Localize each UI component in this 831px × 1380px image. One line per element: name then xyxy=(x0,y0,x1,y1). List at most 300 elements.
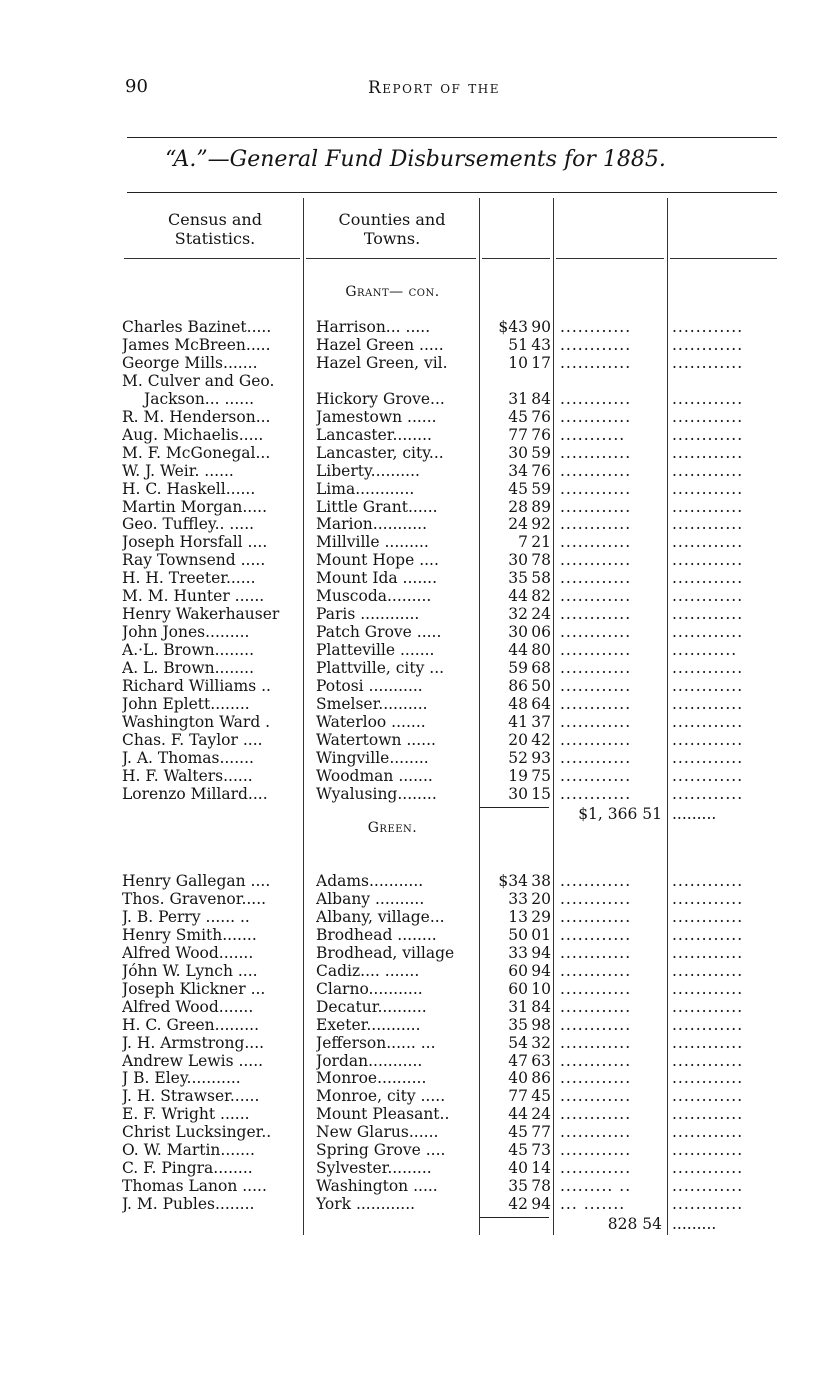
leader-dots: ............ xyxy=(672,961,744,980)
table-row xyxy=(0,336,831,354)
column-header-counties: Counties and Towns. xyxy=(338,210,446,248)
amount-cents: 76 xyxy=(531,461,551,480)
amount-cents: 43 xyxy=(531,335,551,354)
amount-cents: 45 xyxy=(531,1087,551,1106)
table-row xyxy=(0,533,831,551)
leader-dots: ............ xyxy=(560,497,632,516)
town-name: Paris ............ xyxy=(316,605,420,624)
amount-dollars: 44 xyxy=(508,1105,528,1124)
town-name: Hickory Grove... xyxy=(316,389,445,408)
county-heading: Grant— con. xyxy=(345,284,440,300)
leader-dots: ............ xyxy=(560,730,632,749)
leader-dots: ............ xyxy=(560,407,632,426)
amount-cents: 14 xyxy=(531,1159,551,1178)
town-name: New Glarus...... xyxy=(316,1123,439,1142)
table-row xyxy=(0,569,831,587)
enumerator-name: Thos. Gravenor..... xyxy=(122,889,267,908)
leader-dots: ............ xyxy=(672,979,744,998)
amount-dollars: 34 xyxy=(508,461,528,480)
town-name: Mount Pleasant.. xyxy=(316,1105,450,1124)
leader-dots: ............ xyxy=(672,1177,744,1196)
amount-dollars: 45 xyxy=(508,1141,528,1160)
table-row xyxy=(0,641,831,659)
town-name: York ............ xyxy=(316,1195,416,1214)
leader-dots: ............ xyxy=(672,925,744,944)
table-row xyxy=(0,623,831,641)
column-rule xyxy=(479,198,480,1235)
amount-dollars: 13 xyxy=(508,907,528,926)
amount-dollars: 44 xyxy=(508,641,528,660)
town-name: Spring Grove .... xyxy=(316,1141,446,1160)
table-title: “A.”—General Fund Disbursements for 1885. xyxy=(165,147,666,172)
leader-dots: ............ xyxy=(560,677,632,695)
table-row xyxy=(0,659,831,677)
leader-dots: ............ xyxy=(672,425,744,444)
leader-dots: ............ xyxy=(560,659,632,678)
amount-cents: 94 xyxy=(531,943,551,962)
enumerator-name: O. W. Martin....... xyxy=(122,1141,255,1160)
table-row xyxy=(0,1177,831,1195)
leader-dots: ............ xyxy=(672,1159,744,1178)
enumerator-name: H. H. Treeter...... xyxy=(122,569,256,588)
enumerator-name: R. M. Henderson... xyxy=(122,407,271,426)
enumerator-name: Chas. F. Taylor .... xyxy=(122,730,263,749)
leader-dots: ......... xyxy=(672,804,717,823)
amount-cents: 58 xyxy=(531,569,551,588)
town-name: Hazel Green, vil. xyxy=(316,353,448,372)
table-row xyxy=(0,498,831,516)
leader-dots: ......... .. xyxy=(560,1177,632,1196)
table-row xyxy=(0,785,831,803)
leader-dots: ............ xyxy=(672,1123,744,1142)
leader-dots: ........... xyxy=(672,641,738,660)
amount-cents: 63 xyxy=(531,1051,551,1070)
table-row xyxy=(0,1195,831,1213)
leader-dots: ............ xyxy=(560,694,632,713)
table-row xyxy=(0,1123,831,1141)
enumerator-name: John Eplett........ xyxy=(122,694,250,713)
leader-dots: ............ xyxy=(672,515,744,534)
column-header-census: Census and Statistics. xyxy=(168,210,262,248)
amount-cents: 78 xyxy=(531,1177,551,1196)
amount-cents: 82 xyxy=(531,587,551,606)
town-name: Albany, village... xyxy=(316,907,445,926)
table-row xyxy=(0,480,831,498)
enumerator-name: Richard Williams .. xyxy=(122,677,271,695)
enumerator-name: Ray Townsend ..... xyxy=(122,551,266,570)
town-name: Monroe.......... xyxy=(316,1069,427,1088)
amount-dollars: 47 xyxy=(508,1051,528,1070)
enumerator-name: Joseph Horsfall .... xyxy=(122,533,268,552)
table-row xyxy=(0,944,831,962)
amount-cents: 29 xyxy=(531,907,551,926)
town-name: Mount Ida ....... xyxy=(316,569,438,588)
town-name: Lancaster, city... xyxy=(316,443,444,462)
table-row xyxy=(0,713,831,731)
leader-dots: ............ xyxy=(672,587,744,606)
header-rule xyxy=(670,258,777,259)
leader-dots: ............ xyxy=(672,1105,744,1124)
town-name: Lancaster........ xyxy=(316,425,432,444)
leader-dots: ............ xyxy=(672,1051,744,1070)
column-rule xyxy=(667,198,668,1235)
enumerator-name: Thomas Lanon ..... xyxy=(122,1177,267,1196)
table-row xyxy=(0,515,831,533)
amount-cents: 42 xyxy=(531,730,551,749)
amount-cents: 84 xyxy=(531,389,551,408)
town-name: Lima............ xyxy=(316,479,415,498)
enumerator-name: W. J. Weir. ...... xyxy=(122,461,234,480)
town-name: Clarno........... xyxy=(316,979,423,998)
town-name: Woodman ....... xyxy=(316,766,433,785)
leader-dots: ............ xyxy=(672,479,744,498)
town-name: Harrison... ..... xyxy=(316,318,431,336)
amount-cents: 68 xyxy=(531,659,551,678)
amount-cents: 86 xyxy=(531,1069,551,1088)
leader-dots: ............ xyxy=(672,605,744,624)
amount-dollars: 60 xyxy=(508,961,528,980)
enumerator-name: Christ Lucksinger.. xyxy=(122,1123,272,1142)
town-name: Watertown ...... xyxy=(316,730,436,749)
amount-dollars: 77 xyxy=(508,425,528,444)
amount-dollars: 51 xyxy=(508,335,528,354)
leader-dots: ............ xyxy=(672,659,744,678)
leader-dots: ............ xyxy=(672,872,744,890)
amount-dollars: 20 xyxy=(508,730,528,749)
town-name: Plattville, city ... xyxy=(316,659,445,678)
leader-dots: ............ xyxy=(672,353,744,372)
amount-dollars: 40 xyxy=(508,1069,528,1088)
amount-dollars: $43 xyxy=(498,318,528,336)
amount-dollars: 44 xyxy=(508,587,528,606)
table-row xyxy=(0,908,831,926)
amount-dollars: 24 xyxy=(508,515,528,534)
leader-dots: ............ xyxy=(560,1015,632,1034)
table-row xyxy=(0,749,831,767)
town-name: Waterloo ....... xyxy=(316,712,426,731)
table-row xyxy=(0,372,831,390)
enumerator-name: Jackson... ...... xyxy=(144,389,255,408)
enumerator-name: Henry Smith....... xyxy=(122,925,257,944)
town-name: Cadiz.... ....... xyxy=(316,961,420,980)
leader-dots: ............ xyxy=(560,569,632,588)
amount-dollars: 30 xyxy=(508,623,528,642)
table-row xyxy=(0,1087,831,1105)
amount-cents: 93 xyxy=(531,748,551,767)
town-name: Millville ......... xyxy=(316,533,429,552)
town-name: Wyalusing........ xyxy=(316,784,437,803)
town-name: Sylvester......... xyxy=(316,1159,432,1178)
town-name: Jamestown ...... xyxy=(316,407,437,426)
amount-cents: 80 xyxy=(531,641,551,660)
leader-dots: ............ xyxy=(672,748,744,767)
table-row xyxy=(0,1016,831,1034)
amount-dollars: 86 xyxy=(508,677,528,695)
amount-cents: 94 xyxy=(531,1195,551,1214)
column-rule xyxy=(303,198,304,1235)
leader-dots: ............ xyxy=(672,784,744,803)
amount-dollars: 60 xyxy=(508,979,528,998)
amount-dollars: 33 xyxy=(508,889,528,908)
leader-dots: ............ xyxy=(672,443,744,462)
amount-dollars: 40 xyxy=(508,1159,528,1178)
table-row xyxy=(0,998,831,1016)
amount-cents: 84 xyxy=(531,997,551,1016)
header-rule xyxy=(124,258,300,259)
enumerator-name: J. H. Armstrong.... xyxy=(122,1033,265,1052)
table-row xyxy=(0,318,831,336)
table-row xyxy=(0,767,831,785)
town-name: Patch Grove ..... xyxy=(316,623,442,642)
table-row xyxy=(0,1034,831,1052)
amount-cents: 24 xyxy=(531,1105,551,1124)
table-row xyxy=(0,1141,831,1159)
leader-dots: ............ xyxy=(560,907,632,926)
leader-dots: ............ xyxy=(560,551,632,570)
enumerator-name: M. F. McGonegal... xyxy=(122,443,271,462)
leader-dots: ............ xyxy=(560,1141,632,1160)
leader-dots: ............ xyxy=(672,1069,744,1088)
leader-dots: ............ xyxy=(672,335,744,354)
amount-cents: 76 xyxy=(531,425,551,444)
top-rule xyxy=(127,137,777,138)
amount-dollars: 45 xyxy=(508,479,528,498)
amount-cents: 06 xyxy=(531,623,551,642)
enumerator-name: J. H. Strawser...... xyxy=(122,1087,260,1106)
enumerator-name: Aug. Michaelis..... xyxy=(122,425,264,444)
header-rule xyxy=(482,258,550,259)
table-row xyxy=(0,1069,831,1087)
table-row xyxy=(0,962,831,980)
amount-cents: 10 xyxy=(531,979,551,998)
leader-dots: ............ xyxy=(560,889,632,908)
amount-cents: 24 xyxy=(531,605,551,624)
amount-dollars: 28 xyxy=(508,497,528,516)
leader-dots: ............ xyxy=(560,1069,632,1088)
table-row xyxy=(0,354,831,372)
leader-dots: ............ xyxy=(560,997,632,1016)
town-name: Liberty.......... xyxy=(316,461,420,480)
amount-dollars: 59 xyxy=(508,659,528,678)
enumerator-name: George Mills....... xyxy=(122,353,258,372)
subtotal-rule xyxy=(479,807,549,808)
enumerator-name: Charles Bazinet..... xyxy=(122,318,272,336)
amount-cents: 89 xyxy=(531,497,551,516)
enumerator-name: H. C. Green......... xyxy=(122,1015,259,1034)
leader-dots: ............ xyxy=(560,712,632,731)
table-row xyxy=(0,408,831,426)
table-row xyxy=(0,890,831,908)
leader-dots: ............ xyxy=(560,872,632,890)
table-row xyxy=(0,551,831,569)
subtotal-rule xyxy=(479,1217,549,1218)
table-row xyxy=(0,444,831,462)
leader-dots: ............ xyxy=(560,335,632,354)
amount-dollars: 35 xyxy=(508,1177,528,1196)
leader-dots: ............ xyxy=(672,712,744,731)
leader-dots: ............ xyxy=(560,766,632,785)
town-name: Little Grant...... xyxy=(316,497,438,516)
table-row xyxy=(0,926,831,944)
leader-dots: ............ xyxy=(672,533,744,552)
enumerator-name: John Jones......... xyxy=(122,623,250,642)
town-name: Jefferson...... ... xyxy=(316,1033,436,1052)
enumerator-name: M. Culver and Geo. xyxy=(122,371,275,390)
enumerator-name: Lorenzo Millard.... xyxy=(122,784,268,803)
leader-dots: ............ xyxy=(560,479,632,498)
table-row xyxy=(0,872,831,890)
leader-dots: ............ xyxy=(560,515,632,534)
town-name: Exeter........... xyxy=(316,1015,421,1034)
enumerator-name: H. C. Haskell...... xyxy=(122,479,256,498)
table-row xyxy=(0,980,831,998)
leader-dots: ............ xyxy=(672,1033,744,1052)
leader-dots: ... ....... xyxy=(560,1195,626,1214)
leader-dots: ............ xyxy=(560,318,632,336)
amount-cents: 37 xyxy=(531,712,551,731)
amount-cents: 50 xyxy=(531,677,551,695)
enumerator-name: A. L. Brown........ xyxy=(122,659,254,678)
amount-cents: 59 xyxy=(531,479,551,498)
amount-cents: 21 xyxy=(531,533,551,552)
leader-dots: ............ xyxy=(560,1159,632,1178)
leader-dots: ............ xyxy=(560,353,632,372)
table-row xyxy=(0,426,831,444)
column-rule xyxy=(553,198,554,1235)
amount-cents: 98 xyxy=(531,1015,551,1034)
enumerator-name: Geo. Tuffley.. ..... xyxy=(122,515,255,534)
town-name: Wingville........ xyxy=(316,748,429,767)
amount-dollars: 30 xyxy=(508,443,528,462)
amount-cents: 77 xyxy=(531,1123,551,1142)
leader-dots: ............ xyxy=(560,587,632,606)
town-name: Adams........... xyxy=(316,872,424,890)
leader-dots: ............ xyxy=(560,748,632,767)
section-total: 828 54 xyxy=(607,1215,662,1234)
leader-dots: ......... xyxy=(672,1215,717,1234)
table-row xyxy=(0,695,831,713)
running-head: Report of the xyxy=(368,78,500,98)
section-total: $1, 366 51 xyxy=(578,804,662,823)
leader-dots: ............ xyxy=(672,569,744,588)
amount-cents: 64 xyxy=(531,694,551,713)
table-row xyxy=(0,390,831,408)
amount-dollars: 42 xyxy=(508,1195,528,1214)
leader-dots: ............ xyxy=(560,943,632,962)
enumerator-name: Henry Wakerhauser xyxy=(122,605,280,624)
page-number: 90 xyxy=(125,76,148,97)
town-name: Brodhead, village xyxy=(316,943,455,962)
amount-cents: 92 xyxy=(531,515,551,534)
town-name: Platteville ....... xyxy=(316,641,435,660)
amount-dollars: 45 xyxy=(508,407,528,426)
table-row xyxy=(0,731,831,749)
amount-dollars: 41 xyxy=(508,712,528,731)
leader-dots: ............ xyxy=(560,605,632,624)
table-row xyxy=(0,462,831,480)
amount-dollars: 10 xyxy=(508,353,528,372)
leader-dots: ............ xyxy=(672,997,744,1016)
amount-dollars: 33 xyxy=(508,943,528,962)
enumerator-name: J. A. Thomas....... xyxy=(122,748,254,767)
header-rule xyxy=(556,258,664,259)
enumerator-name: James McBreen..... xyxy=(122,335,271,354)
enumerator-name: Martin Morgan..... xyxy=(122,497,268,516)
leader-dots: ............ xyxy=(560,1051,632,1070)
table-row xyxy=(0,1159,831,1177)
town-name: Albany .......... xyxy=(316,889,425,908)
leader-dots: ............ xyxy=(560,443,632,462)
enumerator-name: Jóhn W. Lynch .... xyxy=(122,961,258,980)
leader-dots: ............ xyxy=(672,943,744,962)
town-name: Washington ..... xyxy=(316,1177,438,1196)
leader-dots: ............ xyxy=(672,497,744,516)
enumerator-name: Joseph Klickner ... xyxy=(122,979,266,998)
leader-dots: ............ xyxy=(672,318,744,336)
enumerator-name: Henry Gallegan .... xyxy=(122,872,271,890)
amount-cents: 90 xyxy=(531,318,551,336)
leader-dots: ............ xyxy=(560,641,632,660)
leader-dots: ............ xyxy=(560,1123,632,1142)
amount-dollars: 30 xyxy=(508,784,528,803)
amount-dollars: 52 xyxy=(508,748,528,767)
leader-dots: ............ xyxy=(672,623,744,642)
amount-cents: 32 xyxy=(531,1033,551,1052)
table-row xyxy=(0,1105,831,1123)
leader-dots: ............ xyxy=(560,461,632,480)
leader-dots: ............ xyxy=(560,1105,632,1124)
amount-dollars: 30 xyxy=(508,551,528,570)
leader-dots: ............ xyxy=(672,461,744,480)
leader-dots: ............ xyxy=(560,1033,632,1052)
leader-dots: ............ xyxy=(672,389,744,408)
enumerator-name: Alfred Wood....... xyxy=(122,997,254,1016)
leader-dots: ............ xyxy=(672,1195,744,1214)
amount-cents: 75 xyxy=(531,766,551,785)
amount-dollars: 35 xyxy=(508,569,528,588)
town-name: Smelser.......... xyxy=(316,694,428,713)
enumerator-name: H. F. Walters...... xyxy=(122,766,253,785)
amount-dollars: 45 xyxy=(508,1123,528,1142)
leader-dots: ............ xyxy=(672,407,744,426)
leader-dots: ............ xyxy=(560,1087,632,1106)
leader-dots: ............ xyxy=(672,766,744,785)
leader-dots: ............ xyxy=(560,979,632,998)
amount-dollars: 77 xyxy=(508,1087,528,1106)
amount-cents: 01 xyxy=(531,925,551,944)
leader-dots: ............ xyxy=(672,889,744,908)
leader-dots: ............ xyxy=(560,961,632,980)
leader-dots: ............ xyxy=(560,389,632,408)
amount-cents: 38 xyxy=(531,872,551,890)
amount-cents: 17 xyxy=(531,353,551,372)
leader-dots: ............ xyxy=(672,677,744,695)
amount-dollars: 32 xyxy=(508,605,528,624)
table-row xyxy=(0,587,831,605)
town-name: Potosi ........... xyxy=(316,677,423,695)
leader-dots: ............ xyxy=(560,925,632,944)
enumerator-name: M. M. Hunter ...... xyxy=(122,587,265,606)
town-name: Jordan........... xyxy=(316,1051,423,1070)
enumerator-name: Andrew Lewis ..... xyxy=(122,1051,264,1070)
table-row xyxy=(0,1052,831,1070)
town-name: Muscoda......... xyxy=(316,587,432,606)
amount-dollars: 50 xyxy=(508,925,528,944)
enumerator-name: J. B. Perry ...... .. xyxy=(122,907,250,926)
town-name: Brodhead ........ xyxy=(316,925,437,944)
amount-cents: 73 xyxy=(531,1141,551,1160)
leader-dots: ............ xyxy=(560,623,632,642)
